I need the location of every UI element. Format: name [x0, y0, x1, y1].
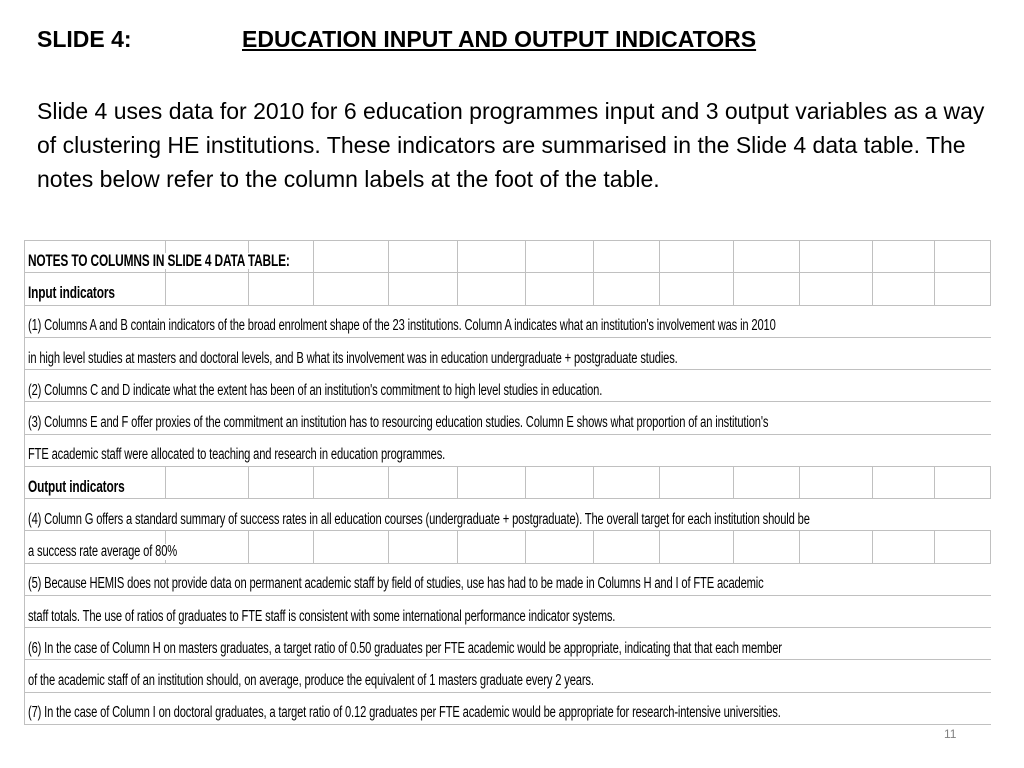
table-row	[25, 628, 991, 660]
table-cell	[660, 241, 734, 272]
table-cell	[873, 531, 935, 562]
slide-title: EDUCATION INPUT AND OUTPUT INDICATORS	[242, 26, 757, 52]
section-heading: Input indicators	[28, 284, 115, 303]
note-text: (7) In the case of Column I on doctoral graduates, a target ratio of 0.12 graduates per FTE academic would be appropriate for research-intensive universities.	[28, 704, 781, 722]
table-cell	[249, 531, 314, 562]
note-text: FTE academic staff were allocated to teaching and research in education programmes.	[28, 446, 446, 464]
table-cell	[594, 273, 660, 304]
section-heading: Output indicators	[28, 477, 125, 496]
table-cell	[660, 467, 734, 498]
page-number: 11	[944, 727, 957, 741]
row-gridlines	[25, 467, 991, 498]
table-row	[25, 531, 991, 563]
table-cell	[800, 467, 873, 498]
table-cell	[935, 531, 991, 562]
table-row	[25, 499, 991, 531]
table-cell	[800, 273, 873, 304]
table-cell	[734, 241, 800, 272]
table-row	[25, 564, 991, 596]
table-row	[25, 370, 991, 402]
note-text: a success rate average of 80%	[28, 543, 178, 561]
table-cell	[800, 531, 873, 562]
table-cell	[734, 467, 800, 498]
table-cell	[249, 467, 314, 498]
note-text: (6) In the case of Column H on masters graduates, a target ratio of 0.50 graduates per FTE academic would be appropriate, indicating that that each member	[28, 639, 782, 657]
table-cell	[458, 241, 526, 272]
table-cell	[389, 241, 458, 272]
table-cell	[526, 531, 594, 562]
note-text: (1) Columns A and B contain indicators of the broad enrolment shape of the 23 institutions. Column A indicates what an institution's involvement was in 2010	[28, 317, 776, 335]
table-row	[25, 596, 991, 628]
row-gridlines	[25, 273, 991, 304]
intro-paragraph: Slide 4 uses data for 2010 for 6 education programmes input and 3 output variables as a way of clustering HE institutions. These indicators are summarised in the Slide 4 data table. The notes below refer to the column labels at the foot of the table.	[37, 98, 985, 192]
table-cell	[314, 467, 388, 498]
table-cell	[166, 467, 249, 498]
table-cell	[594, 241, 660, 272]
note-text: staff totals. The use of ratios of graduates to FTE staff is consistent with some international performance indicator systems.	[28, 607, 616, 625]
slide-heading	[37, 26, 757, 53]
table-row	[25, 306, 991, 338]
table-row	[25, 241, 991, 273]
table-cell	[873, 241, 935, 272]
table-cell	[526, 241, 594, 272]
slide-label: SLIDE 4:	[37, 26, 132, 52]
table-cell	[389, 467, 458, 498]
table-cell	[660, 531, 734, 562]
table-cell	[935, 273, 991, 304]
table-cell	[873, 467, 935, 498]
table-cell	[249, 273, 314, 304]
table-row	[25, 660, 991, 692]
section-heading: NOTES TO COLUMNS IN SLIDE 4 DATA TABLE:	[28, 251, 290, 270]
table-cell	[594, 531, 660, 562]
table-cell	[458, 531, 526, 562]
note-text: (3) Columns E and F offer proxies of the commitment an institution has to resourcing education studies. Column E shows what proportion of an institution's	[28, 414, 769, 432]
note-text: in high level studies at masters and doctoral levels, and B what its involvement was in education undergraduate + postgraduate studies.	[28, 349, 678, 367]
table-cell	[526, 467, 594, 498]
table-cell	[873, 273, 935, 304]
table-cell	[935, 467, 991, 498]
table-cell	[594, 467, 660, 498]
table-cell	[389, 531, 458, 562]
note-text: (5) Because HEMIS does not provide data on permanent academic staff by field of studies, use has had to be made in Columns H and I of FTE academic	[28, 575, 764, 593]
table-row	[25, 273, 991, 305]
table-cell	[314, 241, 388, 272]
table-row	[25, 338, 991, 370]
table-cell	[734, 531, 800, 562]
table-cell	[314, 273, 388, 304]
table-cell	[314, 531, 388, 562]
table-cell	[166, 273, 249, 304]
table-cell	[458, 273, 526, 304]
note-text: (4) Column G offers a standard summary of success rates in all education courses (undergraduate + postgraduate). The overall target for each institution should be	[28, 510, 810, 528]
table-cell	[526, 273, 594, 304]
notes-table	[24, 240, 991, 725]
table-row	[25, 435, 991, 467]
table-cell	[389, 273, 458, 304]
table-cell	[800, 241, 873, 272]
table-cell	[660, 273, 734, 304]
table-cell	[935, 241, 991, 272]
table-row	[25, 693, 991, 725]
note-text: (2) Columns C and D indicate what the extent has been of an institution's commitment to high level studies in education.	[28, 381, 603, 399]
table-row	[25, 467, 991, 499]
table-row	[25, 402, 991, 434]
note-text: of the academic staff of an institution should, on average, produce the equivalent of 1 masters graduate every 2 years.	[28, 672, 594, 690]
table-cell	[458, 467, 526, 498]
table-cell	[734, 273, 800, 304]
